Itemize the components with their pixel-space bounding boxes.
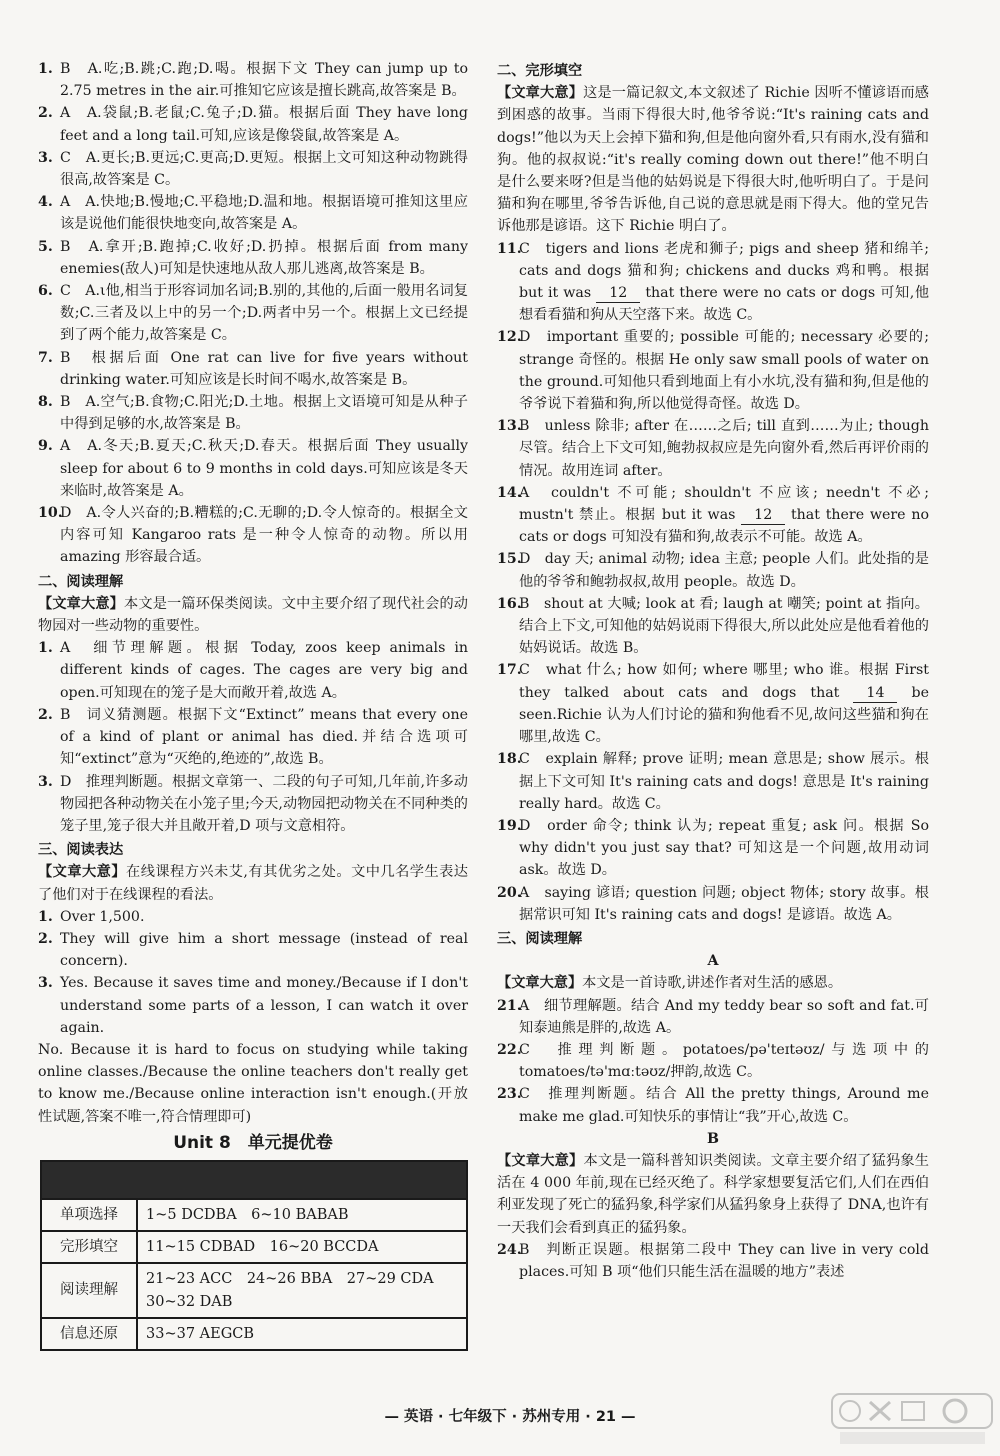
section-heading-expression: 三、阅读表达: [38, 842, 124, 859]
answer-text: B 根据后面 One rat can live for five years without drinking water.可知应该是长时间不喝水,故答案是 B。: [60, 349, 468, 388]
question-number: 12.: [497, 329, 522, 346]
page-footer: — 英语 · 七年级下 · 苏州专用 · 21 —: [384, 1409, 636, 1425]
reading-answers-21-23: [497, 995, 929, 1128]
answer-item: [497, 1239, 929, 1283]
question-number: 13.: [497, 418, 522, 435]
question-number: 8.: [38, 394, 53, 411]
answer-text: B shout at 大喊; look at 看; laugh at 嘲笑; point at 指向。结合上下文,可知他的姑妈说雨下得很大,所以此处应是他看着他的姑妈说话。故选 B。: [519, 595, 929, 657]
answer-text: B 判断正误题。根据第二段中 They can live in very cold places.可知 B 项“他们只能生活在温暖的地方”表述: [519, 1241, 929, 1280]
answer-item: [38, 771, 468, 838]
article-summary-mammoth: 【文章大意】本文是一篇科普知识类阅读。文章主要介绍了猛犸象生活在 4 000 年前,现在已经灭绝了。科学家想要复活它们,人们在西伯利亚发现了死亡的猛犸象,科学家们从猛犸象身上获得了 DNA,也许有一天我们会看到真正的猛犸象。: [497, 1152, 929, 1236]
question-number: 21.: [497, 997, 522, 1014]
section-heading-cloze: 二、完形填空: [497, 63, 583, 79]
article-summary-online: 【文章大意】在线课程方兴未艾,有其优劣之处。文中几名学生表达了他们对于在线课程的看法。: [38, 864, 468, 903]
answer-item: [497, 482, 929, 549]
table-row: 信息还原 33~37 AEGCB: [41, 1318, 467, 1350]
answer-item: [38, 637, 468, 704]
answer-key-table: [40, 1160, 468, 1351]
table-header-bar: [41, 1161, 467, 1199]
answer-item: [497, 815, 929, 882]
question-number: 2.: [38, 706, 53, 723]
left-column: [38, 58, 468, 1351]
answer-item: [497, 548, 929, 592]
question-number: 23.: [497, 1086, 522, 1103]
answer-text: C what 什么; how 如何; where 哪里; who 谁。根据 First they talked about cats and dogs that: [519, 662, 929, 701]
question-number: 17.: [497, 662, 522, 679]
question-number: 4.: [38, 194, 53, 211]
question-number: 11.: [497, 240, 522, 257]
answer-item: [497, 748, 929, 815]
answer-item: [38, 280, 468, 347]
answer-item: [38, 502, 468, 569]
answer-item: [38, 972, 468, 1039]
answer-item: [497, 415, 929, 482]
reading-answers-1-3: [38, 637, 468, 837]
answer-text: C A.更长;B.更远;C.更高;D.更短。根据上文可知这种动物跳得很高,故答案是 C。: [60, 149, 468, 189]
answer-item: [38, 58, 468, 102]
answer-text: A saying 谚语; question 问题; object 物体; story 故事。根据常识可知 It's raining cats and dogs! 是谚语。故选 A。: [519, 884, 929, 923]
article-summary-poem: 【文章大意】本文是一首诗歌,讲述作者对生活的感恩。: [497, 975, 843, 992]
right-column: [497, 58, 929, 1283]
answer-text: C 推理判断题。结合 All the pretty things, Around me make me glad.可知快乐的事情让“我”开心,故选 C。: [519, 1086, 929, 1125]
answer-text: A A.袋鼠;B.老鼠;C.兔子;D.猫。根据后面 They have long feet and a long tail.可知,应该是像袋鼠,故答案是 A。: [60, 105, 468, 144]
answer-text: be seen.Richie 认为人们讨论的猫和狗他看不见,故问这些猫和狗在哪里,故选 C。: [519, 684, 930, 746]
answer-text: Over 1,500.: [60, 908, 145, 925]
question-number: 19.: [497, 817, 522, 834]
question-number: 1.: [38, 640, 53, 657]
answer-text: that there were no cats or dogs 可知没有猫和狗,故表示不可能。故选 A。: [519, 507, 929, 546]
passage-label-a: A: [707, 953, 719, 970]
blank-number: 12: [741, 506, 785, 525]
article-summary-richie: 【文章大意】这是一篇记叙文,本文叙述了 Richie 因听不懂谚语而感到困惑的故事。当雨下得很大时,他爷爷说:“It's raining cats and dogs!”他以为天上会掉下猫和狗,但是他向窗外看,只有雨水,没有猫和狗。他的叔叔说:“it's really coming down out there!”他不明白是什么要来呀?但是当他的姑妈说是下得很大时,他听明白了。于是问猫和狗在哪里,爷爷告诉他,自己说的意思就是雨下得大。他的堂兄告诉他那是谚语。这下 Richie 明白了。: [497, 85, 929, 235]
answer-text: A 细节理解题。结合 And my teddy bear so soft and fat.可知泰迪熊是胖的,故选 A。: [519, 997, 929, 1036]
answer-item: [497, 1083, 929, 1127]
answer-item: [38, 147, 468, 191]
question-number: 16.: [497, 595, 522, 612]
question-number: 1.: [38, 61, 53, 77]
question-number: 2.: [38, 105, 53, 122]
expression-answer-3-extra: No. Because it is hard to focus on studying while taking online classes./Because the online teachers don't really get to know me./Because online interaction isn't enough.(开放性试题,答案不唯一,符合情理即可): [38, 1041, 468, 1125]
question-number: 14.: [497, 484, 522, 501]
question-number: 10.: [38, 505, 63, 522]
answer-item: [38, 102, 468, 146]
answer-text: B A.吃;B.跳;C.跑;D.喝。根据下文 They can jump up to 2.75 metres in the air.可推知它应该是擅长跳高,故答案是 B。: [60, 61, 468, 100]
unit-title: Unit 8 单元提优卷: [173, 1132, 333, 1153]
answer-item: [38, 191, 468, 235]
question-number: 20.: [497, 884, 522, 901]
answer-text: B A.空气;B.食物;C.阳光;D.土地。根据上文语境可知是从种子中得到足够的水,故答案是 B。: [60, 394, 468, 433]
question-number: 2.: [38, 930, 53, 947]
section-heading-reading-2: 三、阅读理解: [497, 930, 583, 947]
answer-text: C A.ι他,相当于形容词加名词;B.别的,其他的,后面一般用名词复数;C.三者及以上中的另一个;D.两者中另一个。根据上文已经提到了两个能力,故答案是 C。: [60, 283, 468, 344]
question-number: 3.: [38, 975, 53, 992]
answer-text: A A.冬天;B.夏天;C.秋天;D.春天。根据后面 They usually sleep for about 6 to 9 months in cold days.可知应该是冬天来临时,故答案是 A。: [60, 438, 468, 499]
passage-label-b: B: [707, 1130, 719, 1147]
answer-item: [497, 326, 929, 415]
answer-text: D day 天; animal 动物; idea 主意; people 人们。此处指的是他的爷爷和鲍勃叔叔,故用 people。故选 D。: [519, 551, 929, 590]
question-number: 5.: [38, 238, 53, 255]
section-heading-reading: 二、阅读理解: [38, 573, 124, 590]
answer-item: [38, 391, 468, 435]
answer-text: A A.快地;B.慢地;C.平稳地;D.温和地。根据语境可推知这里应该是说他们能很快地变向,故答案是 A。: [60, 194, 468, 233]
blank-number: 12: [596, 284, 640, 303]
answer-text: C tigers and lions 老虎和狮子; pigs and sheep 猪和绵羊; cats and dogs 猫和狗; chickens and ducks 鸡和鸭。根据 but it was: [519, 240, 929, 302]
answer-item: [497, 659, 929, 748]
answer-item: [38, 928, 468, 972]
answer-item: [38, 347, 468, 391]
expression-answers: [38, 906, 468, 1039]
answer-text: B 词义猜测题。根据下文“Extinct” means that every one of a kind of plant or animal has died.并结合选项可知“extinct”意为“灭绝的,绝迹的”,故选 B。: [60, 706, 468, 768]
watermark-logo: [830, 1390, 995, 1450]
answer-text: They will give him a short message (instead of real concern).: [60, 930, 468, 970]
answer-text: D 推理判断题。根据文章第一、二段的句子可知,几年前,许多动物园把各种动物关在小笼子里;今天,动物园把动物关在不同种类的笼子里,笼子很大并且敞开着,D 项与文意相符。: [60, 773, 468, 834]
question-number: 3.: [38, 773, 53, 790]
answer-text: B A.拿开;B.跑掉;C.收好;D.扔掉。根据后面 from many enemies(敌人)可知是快速地从敌人那儿逃离,故答案是 B。: [60, 238, 468, 277]
blank-number: 14: [853, 684, 897, 703]
answer-item: [497, 882, 929, 926]
answer-item: [497, 593, 929, 660]
answer-item: [38, 236, 468, 280]
cloze-answers-1-10: [38, 58, 468, 569]
answer-text: Yes. Because it saves time and money./Because if I don't understand some parts of a lesson, I can watch it over again.: [60, 975, 468, 1036]
question-number: 6.: [38, 283, 53, 300]
cloze-answers-11-20: [497, 238, 929, 926]
answer-item: [38, 906, 468, 928]
answer-text: D important 重要的; possible 可能的; necessary 必要的; strange 奇怪的。根据 He only saw small pools of water on the ground.可知他只看到地面上有小水坑,没有猫和狗,但是他的爷爷说下着猫和狗,所以他觉得奇怪。故选 D。: [519, 329, 929, 413]
answer-item: [38, 435, 468, 502]
reading-answers-24: [497, 1239, 929, 1283]
question-number: 22.: [497, 1041, 522, 1058]
answer-text: D A.令人兴奋的;B.糟糕的;C.无聊的;D.令人惊奇的。根据全文内容可知 Kangaroo rats 是一种令人惊奇的动物。所以用 amazing 形容最合适。: [60, 505, 468, 566]
answer-item: [38, 704, 468, 771]
answer-text: A couldn't 不可能; shouldn't 不应该; needn't 不必; mustn't 禁止。根据 but it was: [519, 484, 929, 524]
question-number: 3.: [38, 149, 53, 166]
answer-text: C explain 解释; prove 证明; mean 意思是; show 展示。根据上下文可知 It's raining cats and dogs! 意思是 It's raining really hard。故选 C。: [519, 751, 929, 812]
question-number: 1.: [38, 908, 53, 925]
answer-text: that there were no cats or dogs 可知,他想看看猫和狗从天空落下来。故选 C。: [519, 285, 930, 324]
answer-text: A 细节理解题。根据 Today, zoos keep animals in different kinds of cages. The cages are very big and open.可知现在的笼子是大而敞开着,故选 A。: [60, 640, 468, 701]
answer-text: B unless 除非; after 在……之后; till 直到……为止; though 尽管。结合上下文可知,鲍勃叔叔应是先向窗外看,然后再评价雨的情况。故用连词 after。: [519, 418, 929, 479]
table-row: 完形填空 11~15 CDBAD 16~20 BCCDA: [41, 1231, 467, 1263]
question-number: 9.: [38, 438, 53, 455]
answer-item: [497, 238, 929, 327]
answer-text: D order 命令; think 认为; repeat 重复; ask 问。根据 So why didn't you just say that? 可知这是一个问题,故用动词 ask。故选 D。: [519, 817, 929, 879]
question-number: 24.: [497, 1241, 522, 1258]
article-summary-zoo: 【文章大意】本文是一篇环保类阅读。文中主要介绍了现代社会的动物园对一些动物的重要性。: [38, 595, 468, 635]
question-number: 7.: [38, 349, 53, 366]
answer-item: [497, 995, 929, 1039]
table-row: 单项选择 1~5 DCDBA 6~10 BABAB: [41, 1199, 467, 1231]
question-number: 18.: [497, 751, 522, 768]
answer-item: [497, 1039, 929, 1083]
question-number: 15.: [497, 551, 522, 568]
answer-text: C 推理判断题。potatoes/pə'teɪtəʊz/与选项中的 tomatoes/tə'mɑːtəʊz/押韵,故选 C。: [519, 1041, 929, 1081]
table-row: 阅读理解 21~23 ACC 24~26 BBA 27~29 CDA 30~32 DAB: [41, 1263, 467, 1317]
